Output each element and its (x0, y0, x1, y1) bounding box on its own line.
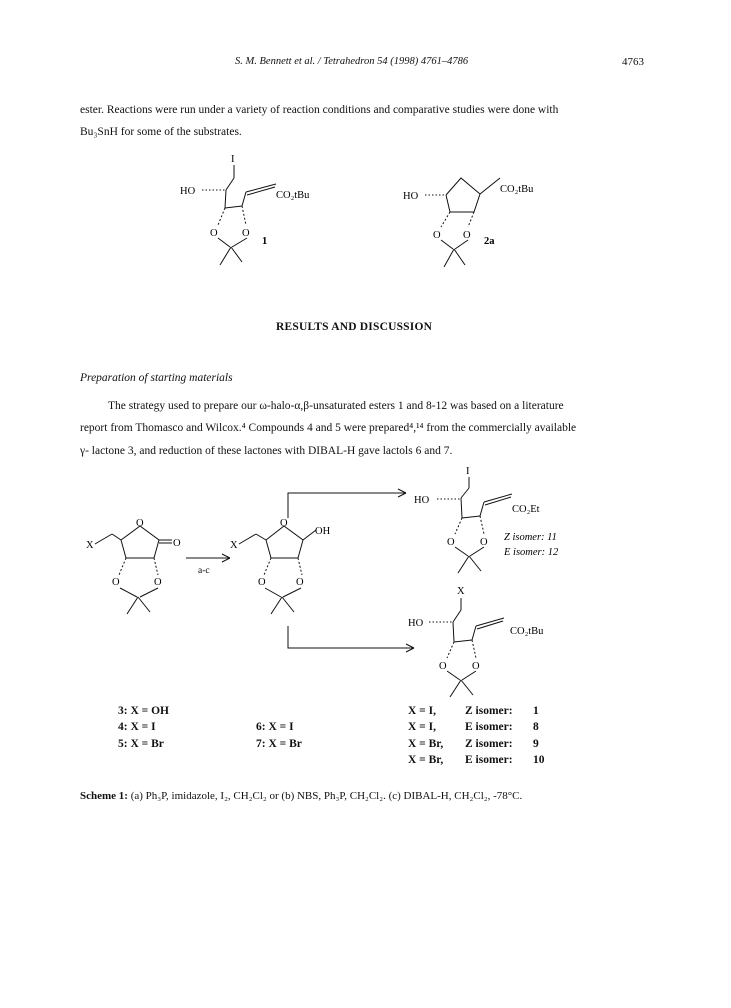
arrow-to-bottom-product (288, 626, 414, 648)
para-line-2: report from Thomasco and Wilcox.⁴ Compounds 4 and 5 were prepared⁴,¹⁴ from the commercially available (80, 422, 577, 434)
row-x: X = I, (408, 705, 436, 717)
oxygen-label-1: O (210, 228, 218, 239)
row-number: 8 (533, 721, 539, 733)
row-x: X = I, (408, 721, 436, 733)
results-heading: RESULTS AND DISCUSSION (276, 321, 433, 333)
x-label: X (457, 586, 465, 597)
row-x: X = Br, (408, 738, 444, 750)
hydroxy-label: HO (414, 495, 430, 506)
intro-line-2: Bu₃SnH for some of the substrates. (80, 126, 242, 138)
ester-label: CO₂tBu (276, 190, 310, 201)
reaction-arrow (186, 554, 230, 576)
lactol-structure (230, 518, 331, 614)
compound-number-2a: 2a (484, 236, 495, 247)
top-structures-diagram (0, 150, 731, 295)
label-3: 3: X = OH (118, 705, 169, 717)
label-5: 5: X = Br (118, 738, 164, 750)
scheme-1-diagram (0, 462, 731, 702)
lactone-structure (86, 518, 181, 614)
ring-oxygen-label: O (136, 518, 144, 529)
oxygen-label-1: O (433, 230, 441, 241)
row-number: 1 (533, 705, 539, 717)
subheading: Preparation of starting materials (80, 372, 233, 384)
bottom-product-structure (408, 586, 544, 697)
iodo-label: I (466, 466, 470, 477)
ester-label: CO₂Et (512, 504, 540, 515)
structure-1 (180, 154, 310, 265)
structure-2a (403, 178, 534, 267)
hydroxy-label: HO (408, 618, 424, 629)
carbonyl-oxygen-label: O (173, 538, 181, 549)
caption-label: Scheme 1: (80, 790, 128, 802)
oxygen-label-2: O (296, 577, 304, 588)
row-isomer: Z isomer: (465, 738, 513, 750)
oxygen-label-1: O (258, 577, 266, 588)
oxygen-label-2: O (154, 577, 162, 588)
oxygen-label-2: O (242, 228, 250, 239)
e-isomer-label: E isomer: 12 (504, 547, 559, 558)
oxygen-label-1: O (112, 577, 120, 588)
para-line-1: The strategy used to prepare our ω-halo-α,β-unsaturated esters 1 and 8-12 was based on a literature (108, 400, 564, 412)
arrow-label: a-c (198, 566, 210, 576)
row-x: X = Br, (408, 754, 444, 766)
oxygen-label-1: O (439, 661, 447, 672)
oxygen-label-2: O (463, 230, 471, 241)
arrow-to-top-product (288, 493, 406, 518)
page-number: 4763 (622, 56, 644, 68)
row-isomer: E isomer: (465, 721, 513, 733)
z-isomer-label: Z isomer: 11 (504, 532, 557, 543)
x-label: X (86, 540, 94, 551)
compound-number-1: 1 (262, 236, 268, 247)
intro-line-1: ester. Reactions were run under a variety of reaction conditions and comparative studies were done with (80, 104, 559, 116)
row-isomer: Z isomer: (465, 705, 513, 717)
ester-label: CO₂tBu (500, 184, 534, 195)
oxygen-label-1: O (447, 537, 455, 548)
row-isomer: E isomer: (465, 754, 513, 766)
caption-text: (a) Ph₃P, imidazole, I₂, CH₂Cl₂ or (b) NBS, Ph₃P, CH₂Cl₂. (c) DIBAL-H, CH₂Cl₂, -78°C. (127, 790, 523, 802)
label-7: 7: X = Br (256, 738, 302, 750)
label-6: 6: X = I (256, 721, 294, 733)
oxygen-label-2: O (480, 537, 488, 548)
running-head: S. M. Bennett et al. / Tetrahedron 54 (1998) 4761–4786 (235, 56, 469, 67)
hydroxy-label: HO (180, 186, 196, 197)
scheme-caption (80, 790, 522, 802)
iodo-label: I (231, 154, 235, 165)
para-line-3: γ- lactone 3, and reduction of these lactones with DIBAL-H gave lactols 6 and 7. (80, 445, 453, 457)
ring-oxygen-label: O (280, 518, 288, 529)
ester-label: CO₂tBu (510, 626, 544, 637)
hydroxy-label: HO (403, 191, 419, 202)
label-4: 4: X = I (118, 721, 156, 733)
x-label: X (230, 540, 238, 551)
oxygen-label-2: O (472, 661, 480, 672)
top-product-structure (414, 466, 559, 573)
row-number: 10 (533, 754, 545, 766)
hydroxyl-label: OH (315, 526, 331, 537)
row-number: 9 (533, 738, 539, 750)
